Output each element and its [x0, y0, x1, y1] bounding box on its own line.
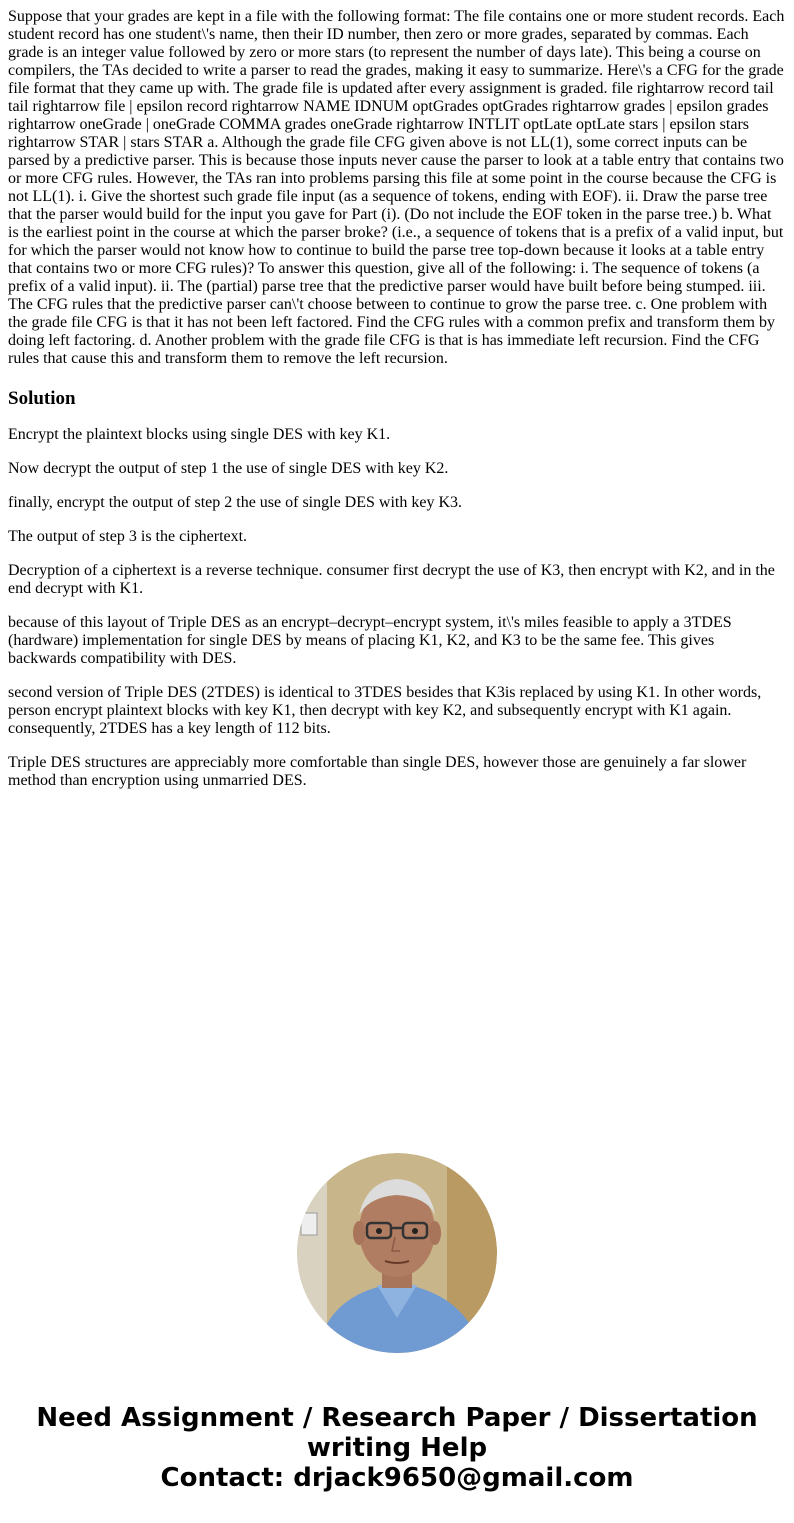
- solution-paragraph-4: The output of step 3 is the ciphertext.: [8, 528, 248, 545]
- question-text: Suppose that your grades are kept in a file with the following format: The file contains one or more student records. Each student record has one student\'s name, then their ID number, then zero or more grades, separated by commas. Each grade is an integer value followed by zero or more stars (to represent the number of days late). This being a course on compilers, the TAs decided to write a parser to read the grades, making it easy to summarize. Here\'s a CFG for the grade file format that they came up with. The grade file is updated after every assignment is graded. file rightarrow record tail tail rightarrow file | epsilon record rightarrow NAME IDNUM optGrades optGrades rightarrow grades | epsilon grades rightarrow oneGrade | oneGrade COMMA grades oneGrade rightarrow INTLIT optLate optLate stars | epsilon stars rightarrow STAR | stars STAR a. Although the grade file CFG given above is not LL(1), some correct inputs can be parsed by a predictive parser. This is because those inputs never cause the parser to look at a table entry that contains two or more CFG rules. However, the TAs ran into problems parsing this file at some point in the course because the CFG is not LL(1). i. Give the shortest such grade file input (as a sequence of tokens, ending with EOF). ii. Draw the parse tree that the parser would build for the input you gave for Part (i). (Do not include the EOF token in the parse tree.) b. What is the earliest point in the course at which the parser broke? (i.e., a sequence of tokens that is a prefix of a valid input, but for which the parser would not know how to continue to build the parse tree top-down because it looks at a table entry that contains two or more CFG rules)? To answer this question, give all of the following: i. The sequence of tokens (a prefix of a valid input). ii. The (partial) parse tree that the predictive parser would have built before being stumped. iii. The CFG rules that the predictive parser can\'t choose between to continue to grow the parse tree. c. One problem with the grade file CFG is that it has not been left factored. Find the CFG rules with a common prefix and transform them by doing left factoring. d. Another problem with the grade file CFG is that is has immediate left recursion. Find the CFG rules that cause this and transform them to remove the left recursion.: [8, 8, 785, 367]
- cta-contact-line: Contact: drjack9650@gmail.com: [160, 1463, 634, 1493]
- solution-paragraph-2: Now decrypt the output of step 1 the use of single DES with key K2.: [8, 460, 449, 477]
- document-content: [8, 8, 786, 806]
- solution-paragraph-1: Encrypt the plaintext blocks using single DES with key K1.: [8, 426, 391, 443]
- solution-paragraph-6: because of this layout of Triple DES as an encrypt–decrypt–encrypt system, it\'s miles feasible to apply a 3TDES (hardware) implementation for single DES by means of placing K1, K2, and K3 to be the same fee. This gives backwards compatibility with DES.: [8, 614, 732, 667]
- cta-line-1: Need Assignment / Research Paper / Dissertation: [36, 1403, 758, 1433]
- solution-paragraph-5: Decryption of a ciphertext is a reverse technique. consumer first decrypt the use of K3, then encrypt with K2, and in the end decrypt with K1.: [8, 562, 775, 597]
- author-avatar: [297, 1153, 497, 1353]
- solution-paragraph-8: Triple DES structures are appreciably more comfortable than single DES, however those are genuinely a far slower method than encryption using unmarried DES.: [8, 754, 747, 789]
- solution-paragraph-7: second version of Triple DES (2TDES) is identical to 3TDES besides that K3is replaced by using K1. In other words, person encrypt plaintext blocks with key K1, then decrypt with key K2, and subsequently encrypt with K1 again. consequently, 2TDES has a key length of 112 bits.: [8, 684, 762, 737]
- contact-banner: [0, 1403, 794, 1493]
- solution-heading: Solution: [8, 388, 76, 409]
- solution-paragraph-3: finally, encrypt the output of step 2 the use of single DES with key K3.: [8, 494, 462, 511]
- cta-line-2: writing Help: [306, 1433, 488, 1463]
- portrait-image: [297, 1153, 497, 1353]
